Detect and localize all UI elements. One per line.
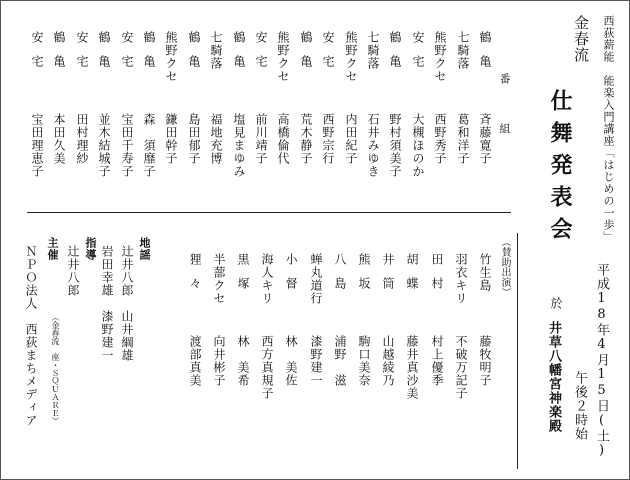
program-performer: 斉藤寛子 xyxy=(478,113,492,165)
program-play: 鶴亀 xyxy=(232,31,246,79)
program-heading: 番 組 xyxy=(498,73,511,148)
guest-performer: 向井彬子 xyxy=(212,335,226,387)
program-play: 安宅 xyxy=(30,31,44,79)
venue-name: 井草八幡宮神楽殿 xyxy=(546,321,561,433)
guest-play: 黒塚 xyxy=(236,253,250,301)
program-play: 安宅 xyxy=(120,31,134,79)
program-play: 鶴亀 xyxy=(187,31,201,79)
header-divider xyxy=(517,233,518,469)
guest-play: 小督 xyxy=(284,253,298,301)
guest-performer: 藤牧明子 xyxy=(478,335,492,387)
section-divider xyxy=(27,212,511,213)
event-title: 仕舞発表会 xyxy=(547,89,573,249)
guest-play: 狸々 xyxy=(188,253,202,301)
program-play: 鶴亀 xyxy=(388,31,402,79)
program-performer: 内田紀子 xyxy=(344,113,358,165)
instructor-name: 辻井八郎 xyxy=(66,245,80,297)
guest-performer: 村上優季 xyxy=(430,335,444,387)
program-performer: 本田久美 xyxy=(52,113,66,165)
program-performer: 宝田理恵子 xyxy=(30,113,44,178)
program-performer: 塩見まゆみ xyxy=(232,113,246,178)
program-play: 七騎落 xyxy=(366,31,380,70)
guest-play: 八島 xyxy=(333,253,347,301)
venue-prefix: 於 xyxy=(549,297,563,310)
organizer-label: 主催 xyxy=(46,237,59,261)
program-performer: 石井みゆき xyxy=(366,113,380,178)
guest-play: 半蔀クセ xyxy=(212,253,226,305)
program-performer: 福地充博 xyxy=(209,113,223,165)
program-performer: 田村理紗 xyxy=(75,113,89,165)
guest-play: 胡蝶 xyxy=(405,253,419,301)
program-performer: 鎌田幹子 xyxy=(164,113,178,165)
guest-play: 海人キリ xyxy=(260,253,274,305)
guest-play: 熊坂 xyxy=(357,253,371,301)
program-performer: 葛和洋子 xyxy=(456,113,470,165)
event-date: 平成18年4月15日(土) xyxy=(594,263,609,459)
program-play: 鶴亀 xyxy=(299,31,313,79)
program-play: 安宅 xyxy=(254,31,268,79)
program-play: 熊野クセ xyxy=(276,31,290,83)
chorus-line-1: 辻井八郎 山井綱雄 xyxy=(120,245,134,362)
program-performer: 野村須美子 xyxy=(388,113,402,178)
guest-performer: 不破万記子 xyxy=(454,335,468,400)
program-performer: 島田郁子 xyxy=(187,113,201,165)
program-play: 安宅 xyxy=(321,31,335,79)
chorus-label: 地謡 xyxy=(138,237,151,261)
program-performer: 森 須靡子 xyxy=(142,113,156,178)
organizer-name: ＮＰＯ法人 西荻まちメディア xyxy=(24,245,38,427)
program-performer: 大槻ほのか xyxy=(411,113,425,178)
program-performer: 西野秀子 xyxy=(433,113,447,165)
program-play: 鶴亀 xyxy=(97,31,111,79)
program-play: 熊野クセ xyxy=(433,31,447,83)
guest-performer: 浦野 滋 xyxy=(333,335,347,387)
program-play: 鶴亀 xyxy=(142,31,156,79)
event-series: 西荻薪能 能楽入門講座「はじめの一歩」 xyxy=(602,15,615,243)
instructor-label: 指導 xyxy=(84,237,97,261)
program-play: 鶴亀 xyxy=(478,31,492,79)
program-performer: 並木結城子 xyxy=(97,113,111,178)
guest-play: 田村 xyxy=(430,253,444,301)
program-play: 熊野クセ xyxy=(164,31,178,83)
program-performer: 宝田千寿子 xyxy=(120,113,134,178)
program-play: 鶴亀 xyxy=(52,31,66,79)
guest-performer: 漆野建一 xyxy=(309,335,323,387)
guest-play: 羽衣キリ xyxy=(454,253,468,305)
school-name: 金春流 xyxy=(572,15,590,63)
instructor-note: （金春流 座・ＳＱＵＡＲＥ） xyxy=(51,313,60,425)
program-play: 七騎落 xyxy=(209,31,223,70)
event-time: 午後２時始 xyxy=(572,371,587,441)
program-performer: 前川靖子 xyxy=(254,113,268,165)
program-performer: 高橋倫代 xyxy=(276,113,290,165)
program-play: 安宅 xyxy=(75,31,89,79)
program-performer: 西野宗行 xyxy=(321,113,335,165)
chorus-line-2: 岩田幸雄 漆野建一 xyxy=(100,245,114,362)
guest-play: 井筒 xyxy=(381,253,395,301)
guest-play: 竹生島 xyxy=(478,253,492,292)
guest-play: 蝉丸道行 xyxy=(309,253,323,305)
guest-performer: 林 美佐 xyxy=(284,335,298,387)
program-play: 熊野クセ xyxy=(344,31,358,83)
guest-performer: 渡部真美 xyxy=(188,335,202,387)
program-performer: 荒木静子 xyxy=(299,113,313,165)
guest-performer: 駒口美奈 xyxy=(357,335,371,387)
guest-performer: 西方真規子 xyxy=(260,335,274,400)
guest-performer: 林 美希 xyxy=(236,335,250,387)
guest-performer: 山越綾乃 xyxy=(381,335,395,387)
guest-heading: （賛助出演） xyxy=(499,237,510,297)
program-play: 安宅 xyxy=(411,31,425,79)
guest-performer: 藤井真沙美 xyxy=(405,335,419,400)
program-play: 七騎落 xyxy=(456,31,470,70)
